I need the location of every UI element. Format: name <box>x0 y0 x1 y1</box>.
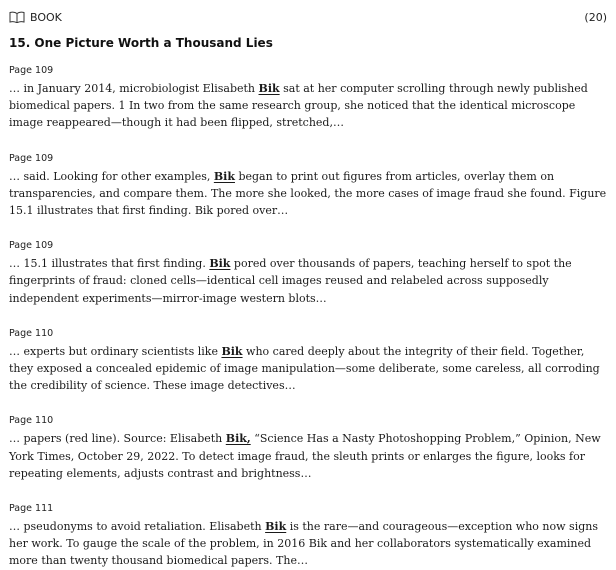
results-header <box>9 9 607 25</box>
page-number: Page 110 <box>9 327 54 339</box>
book-label: BOOK <box>30 10 62 24</box>
search-term-highlight: Bik <box>265 520 287 534</box>
result-snippet <box>9 518 610 570</box>
result-snippet <box>9 168 610 220</box>
chapter-title: 15. One Picture Worth a Thousand Lies <box>9 36 273 50</box>
search-result[interactable] <box>9 414 610 482</box>
snippet-text-before: … papers (red line). Source: Elisabeth <box>9 432 226 446</box>
book-icon <box>9 11 25 23</box>
page-number: Page 110 <box>9 415 54 427</box>
search-term-highlight: Bik <box>213 169 235 183</box>
snippet-text-before: … in January 2014, microbiologist Elisabeth <box>9 82 259 95</box>
result-count: (20) <box>584 10 607 24</box>
result-snippet <box>9 430 610 482</box>
snippet-text-before: … pseudonyms to avoid retaliation. Elisabeth <box>9 520 266 534</box>
page-number: Page 109 <box>9 65 54 76</box>
result-snippet <box>9 343 610 395</box>
search-result[interactable] <box>9 502 610 570</box>
search-term-highlight: Bik <box>258 82 280 95</box>
page-number: Page 109 <box>9 152 54 164</box>
search-result[interactable] <box>9 152 610 220</box>
snippet-text-before: … experts but ordinary scientists like <box>9 344 222 358</box>
snippet-text-after: sat at her computer scrolling through newly published biomedical papers. 1 In two from the same research group, she noticed that the identical microscope image reappeared—though it had been flipped, stretched,… <box>9 82 588 130</box>
snippet-text-after: is the rare—and courageous—exception who now signs her work. To gauge the scale of the problem, in 2016 Bik and her collaborators systematically examined more than twenty thousand biomedical papers. The… <box>9 520 598 568</box>
search-term-highlight: Bik, <box>225 432 251 446</box>
snippet-text-before: … 15.1 illustrates that first finding. <box>9 257 210 271</box>
result-snippet <box>9 80 610 132</box>
search-term-highlight: Bik <box>209 257 231 271</box>
search-results-list <box>9 64 610 570</box>
snippet-text-after: “Science Has a Nasty Photoshopping Problem,” Opinion, New York Times, October 29, 2022. To detect image fraud, the sleuth prints or enlarges the figure, looks for repeating elements, adjusts contrast and brightness… <box>9 432 601 480</box>
page-number: Page 109 <box>9 240 54 252</box>
snippet-text-after: who cared deeply about the integrity of their field. Together, they exposed a concealed epidemic of image manipulation—some deliberate, some careless, all corroding the credibility of science. These image detectives… <box>9 344 600 393</box>
search-result[interactable] <box>9 327 610 395</box>
page-number: Page 111 <box>9 503 54 515</box>
search-result[interactable] <box>9 64 610 132</box>
search-term-highlight: Bik <box>221 344 243 358</box>
snippet-text-before: … said. Looking for other examples, <box>9 169 214 183</box>
result-snippet <box>9 255 610 307</box>
snippet-text-after: pored over thousands of papers, teaching herself to spot the fingerprints of fraud: cloned cells—identical cell images reused and relabeled across supposedly independent experiments—mirror-image western blots… <box>9 257 572 305</box>
search-result[interactable] <box>9 239 610 307</box>
snippet-text-after: began to print out figures from articles, overlay them on transparencies, and compare them. The more she looked, the more cases of image fraud she found. Figure 15.1 illustrates that first finding. Bik pored over… <box>9 169 607 218</box>
